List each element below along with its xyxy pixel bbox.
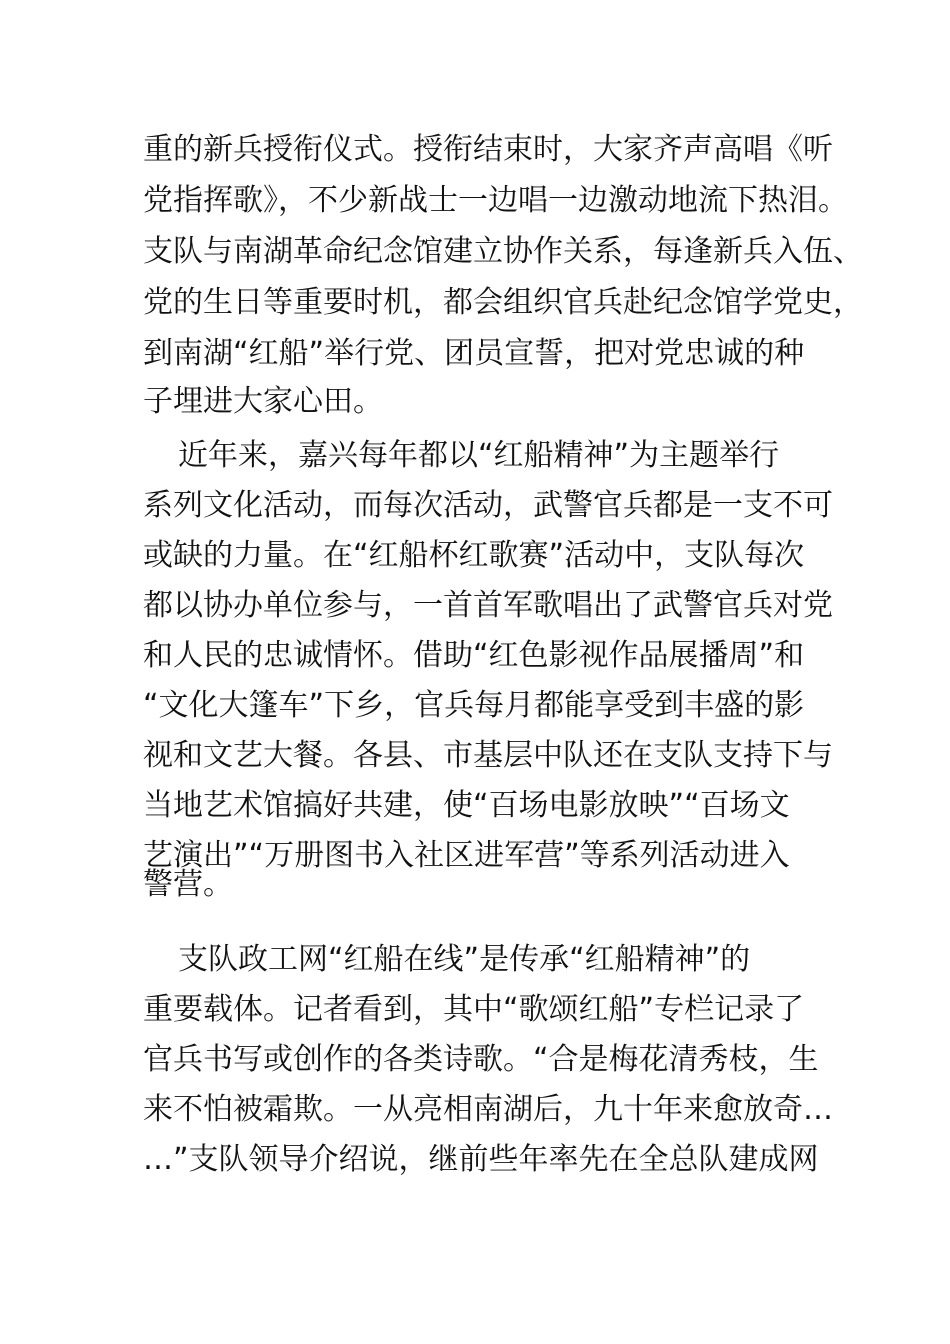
text-line: 都以协办单位参与，一首首军歌唱出了武警官兵对党 — [143, 588, 833, 623]
text-line: 来不怕被霜欺。一从亮相南湖后，九十年来愈放奇… — [143, 1092, 833, 1127]
text-line: 支队政工网“红船在线”是传承“红船精神”的 — [178, 942, 751, 977]
text-line: 重的新兵授衔仪式。授衔结束时，大家齐声高唱《听 — [143, 132, 833, 167]
text-line: 到南湖“红船”举行党、团员宣誓，把对党忠诚的种 — [143, 336, 805, 371]
text-line: 警营。 — [143, 867, 233, 902]
text-line: 官兵书写或创作的各类诗歌。“合是梅花清秀枝，生 — [143, 1042, 819, 1077]
text-line: “文化大篷车”下乡，官兵每月都能享受到丰盛的影 — [143, 688, 805, 723]
text-line: 和人民的忠诚情怀。借助“红色影视作品展播周”和 — [143, 638, 805, 673]
text-line: 视和文艺大餐。各县、市基层中队还在支队支持下与 — [143, 738, 833, 773]
text-line: 党的生日等重要时机，都会组织官兵赴纪念馆学党史， — [143, 285, 863, 320]
text-line: 重要载体。记者看到，其中“歌颂红船”专栏记录了 — [143, 992, 805, 1027]
text-line: 艺演出”“万册图书入社区进军营”等系列活动进入 — [143, 838, 790, 873]
text-line: 或缺的力量。在“红船杯红歌赛”活动中，支队每次 — [143, 538, 805, 573]
text-line: …”支队领导介绍说，继前些年率先在全总队建成网 — [143, 1142, 819, 1177]
text-line: 子埋进大家心田。 — [143, 384, 383, 419]
text-line: 支队与南湖革命纪念馆建立协作关系，每逢新兵入伍、 — [143, 234, 863, 269]
text-line: 系列文化活动，而每次活动，武警官兵都是一支不可 — [143, 488, 833, 523]
text-line: 党指挥歌》，不少新战士一边唱一边激动地流下热泪。 — [143, 183, 848, 218]
text-line: 当地艺术馆搞好共建，使“百场电影放映”“百场文 — [143, 788, 790, 823]
text-line: 近年来，嘉兴每年都以“红船精神”为主题举行 — [178, 438, 780, 473]
